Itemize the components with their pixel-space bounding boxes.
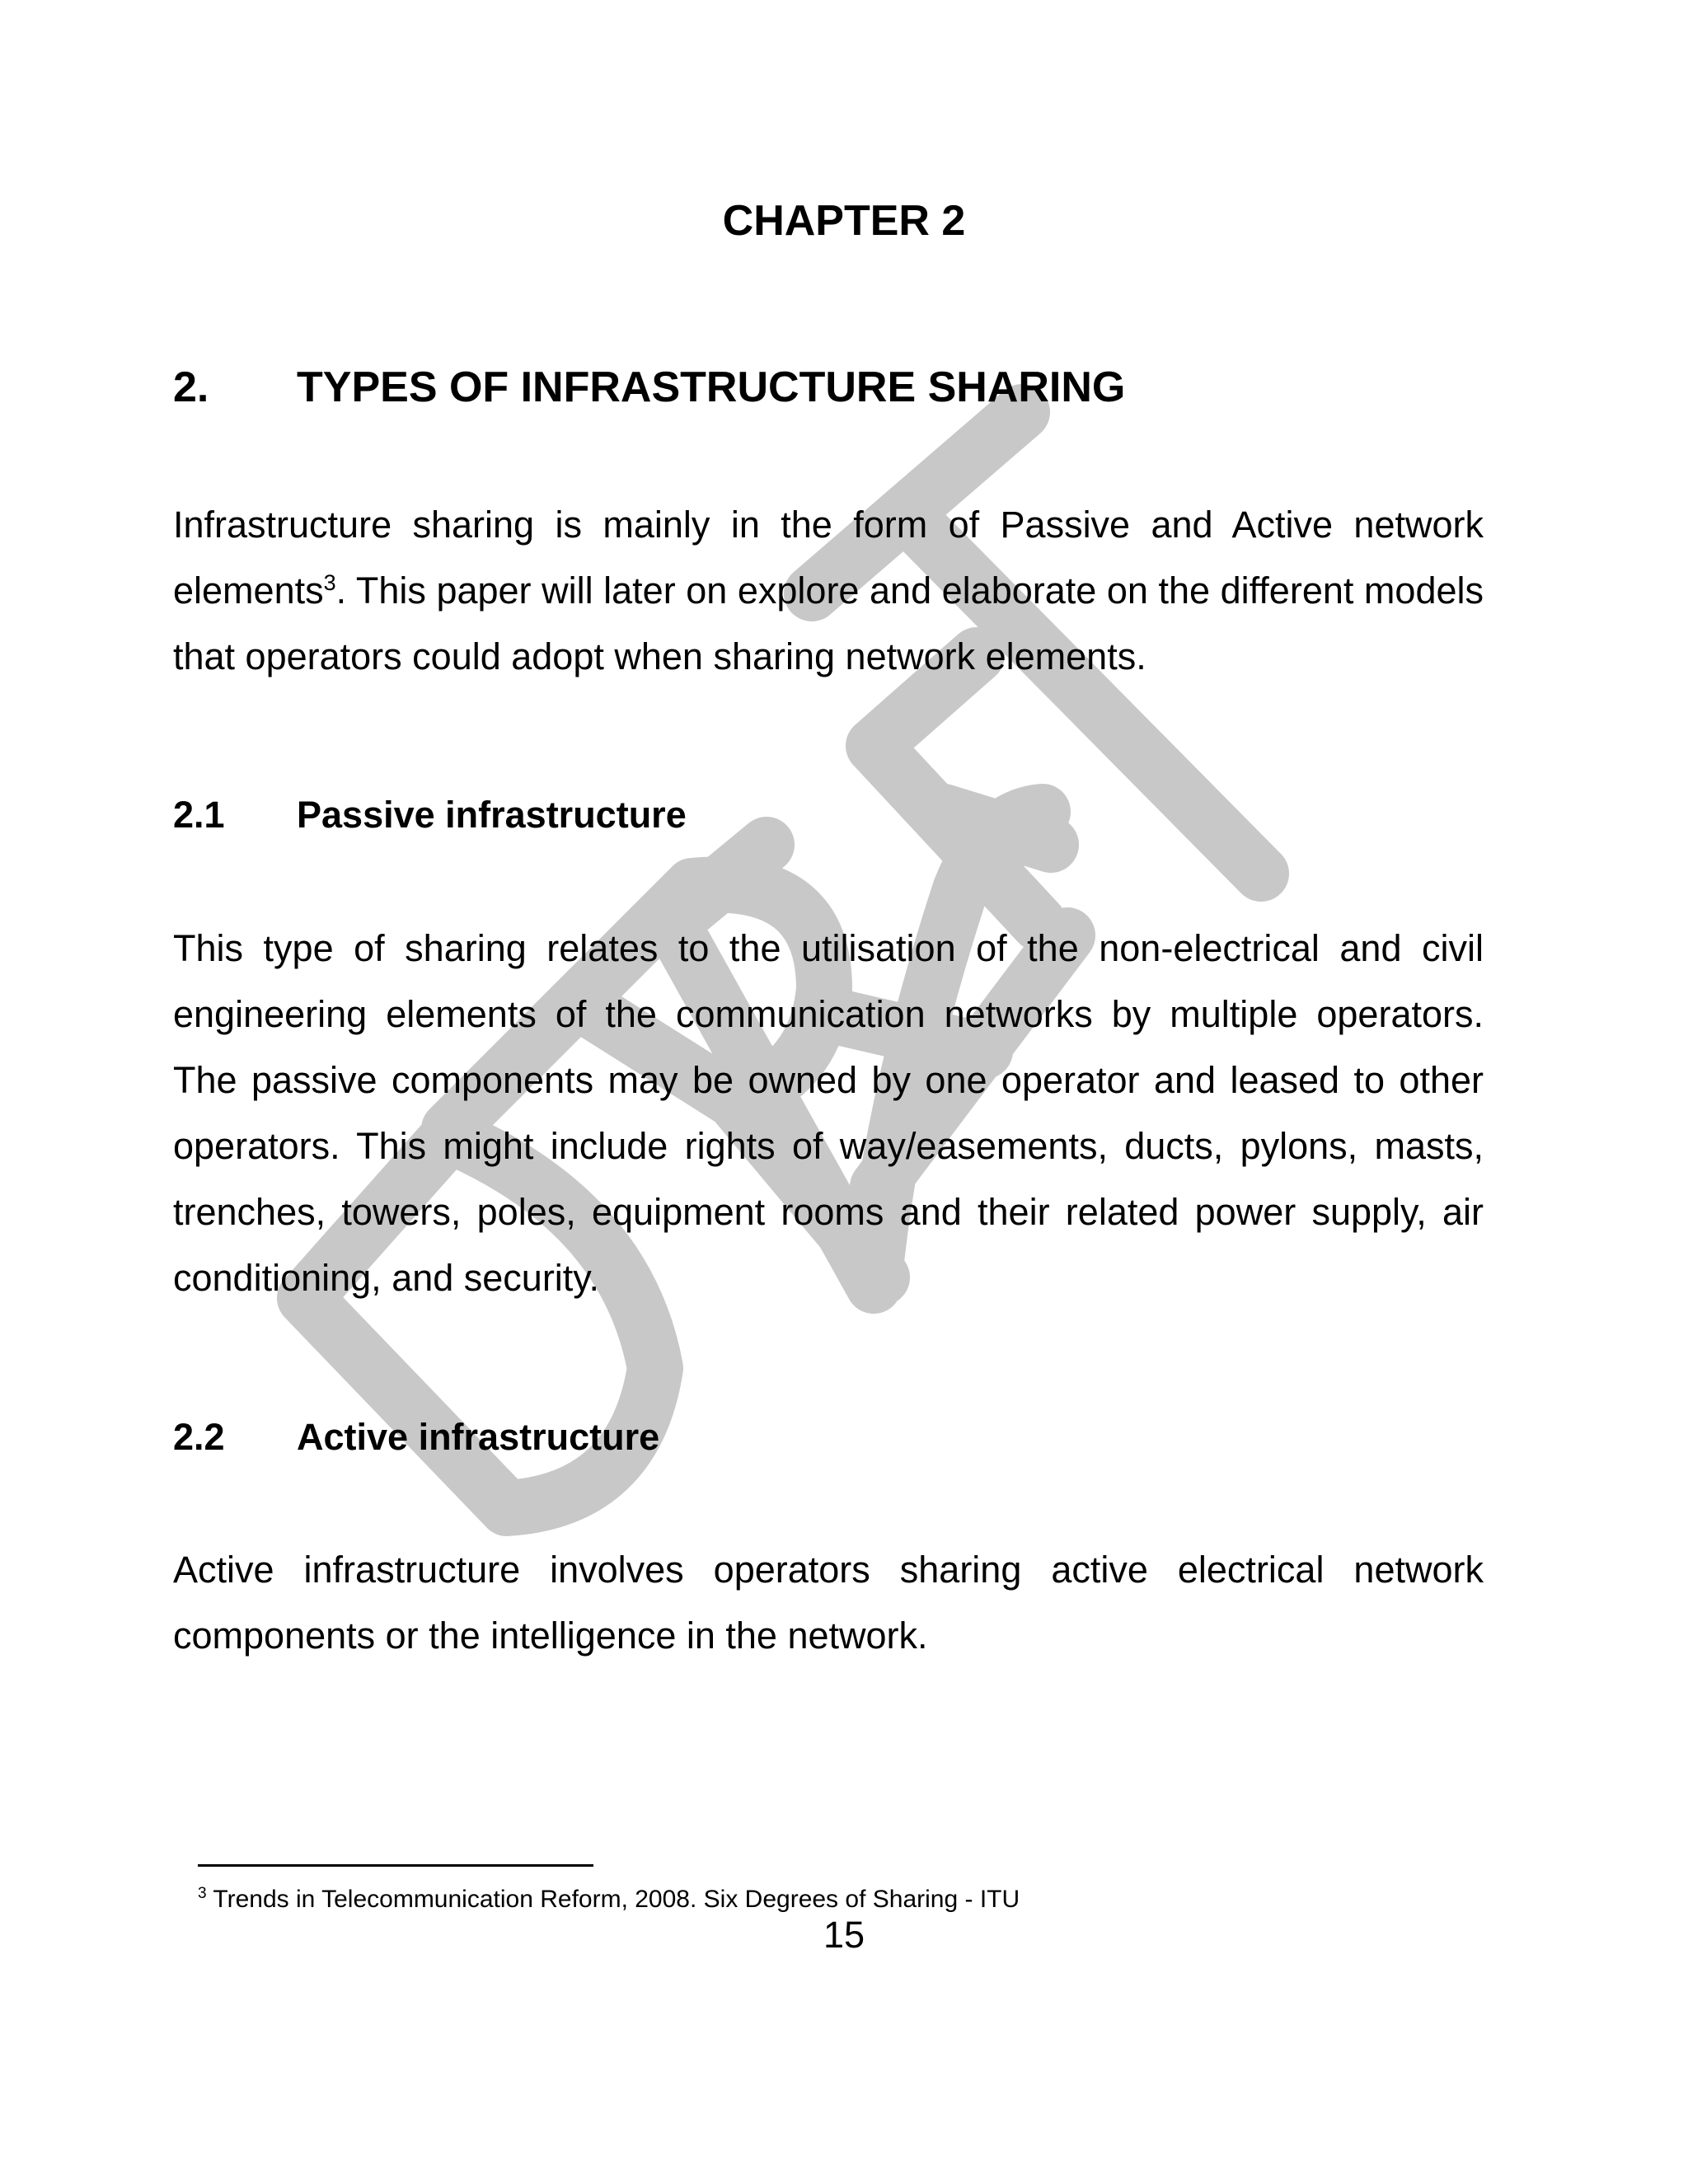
intro-text-continued: . This paper will later on explore and elaborate on the different models that operators could adopt when sharing network elements. [173, 569, 1484, 677]
intro-paragraph [173, 492, 1484, 690]
subsection-number: 2.2 [173, 1416, 225, 1458]
subsection-number: 2.1 [173, 794, 225, 836]
page-number: 15 [823, 1914, 865, 1956]
chapter-title: CHAPTER 2 [722, 197, 966, 245]
subsection-title: Passive infrastructure [297, 794, 687, 836]
footnote-reference[interactable]: 3 [323, 570, 336, 595]
subsection-title: Active infrastructure [297, 1416, 660, 1458]
footnote-divider [198, 1864, 593, 1867]
footnote-marker: 3 [198, 1885, 207, 1902]
footnote [198, 1886, 1020, 1914]
subsection-heading-passive [173, 794, 687, 837]
section-heading [173, 363, 1125, 412]
active-paragraph: Active infrastructure involves operators sharing active electrical network components or the intelligence in the network. [173, 1549, 1484, 1657]
footnote-text: Trends in Telecommunication Reform, 2008. Six Degrees of Sharing - ITU [213, 1886, 1020, 1913]
intro-text: Infrastructure sharing is mainly in the form of Passive and Active network elements [173, 504, 1484, 612]
section-number: 2. [173, 363, 209, 411]
passive-paragraph: This type of sharing relates to the utilisation of the non-electrical and civil engineering elements of the communication networks by multiple operators. The passive components may be owned by one operator and leased to other operators. This might include rights of way/easements, ducts, pylons, masts, trenches, towers, poles, equipment rooms and their related power supply, air conditioning, and security. [173, 927, 1484, 1299]
section-title: TYPES OF INFRASTRUCTURE SHARING [297, 363, 1126, 411]
subsection-heading-active [173, 1416, 659, 1459]
